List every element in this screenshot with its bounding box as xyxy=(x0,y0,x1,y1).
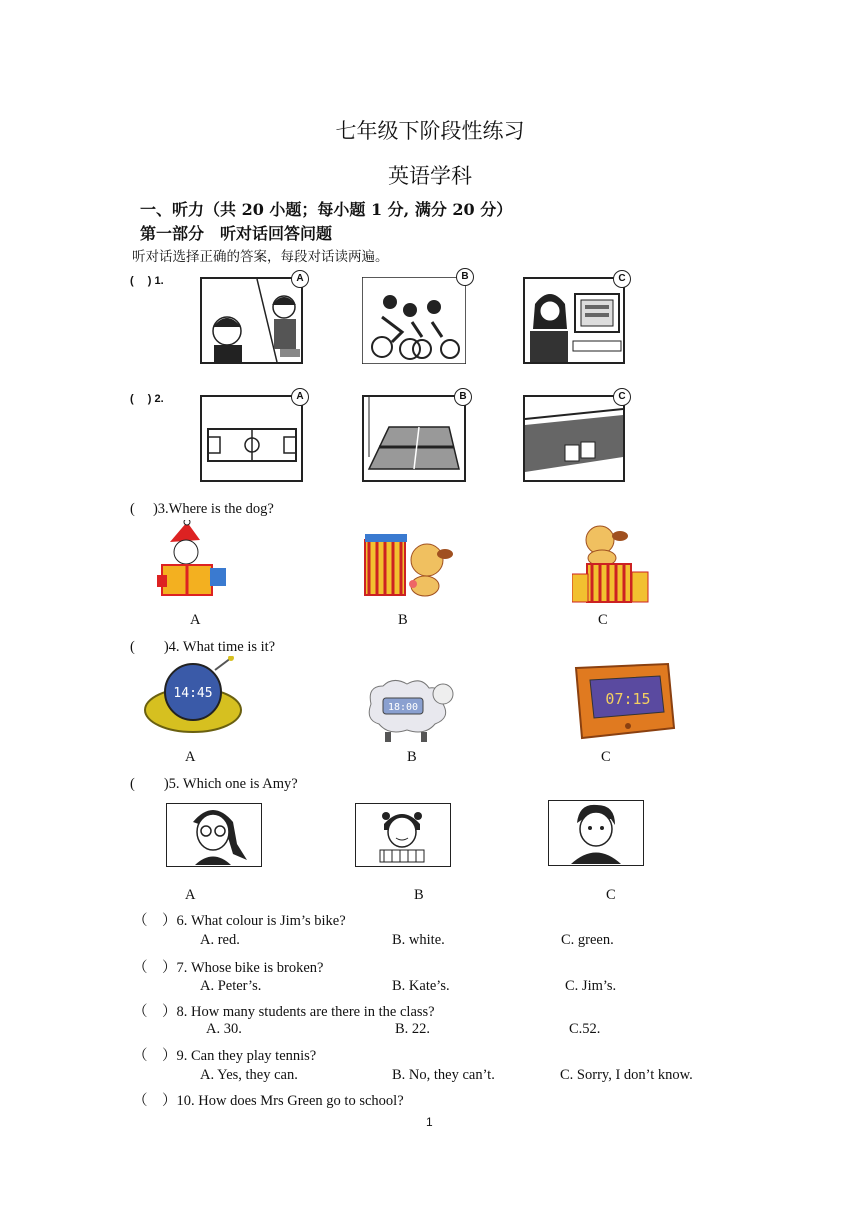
q7-option-a[interactable]: A. Peter’s. xyxy=(200,978,262,994)
ufo-clock-icon xyxy=(143,656,243,742)
phone-call-illustration xyxy=(202,279,301,362)
boy-icon xyxy=(549,801,642,864)
q4-picture-c[interactable] xyxy=(572,662,678,742)
q5-letter-c: C xyxy=(606,887,616,903)
option-a-circle: A xyxy=(291,388,309,406)
q8-option-c[interactable]: C.52. xyxy=(569,1021,601,1037)
q2-picture-a[interactable] xyxy=(200,391,304,482)
q4-letter-b: B xyxy=(407,749,417,765)
q1-picture-b[interactable] xyxy=(362,271,469,364)
section-heading: 一、听力（共 20 小题；每小题 1 分, 满分 20 分） xyxy=(140,200,513,219)
q7-option-b[interactable]: B. Kate’s. xyxy=(392,978,450,994)
option-c-circle: C xyxy=(613,270,631,288)
question-5: ( )5. Which one is Amy? xyxy=(130,776,298,792)
question-3: ( )3.Where is the dog? xyxy=(130,501,274,517)
dog-on-gifts-icon xyxy=(572,522,650,604)
page-title: 七年级下阶段性练习 xyxy=(335,119,525,143)
girl-with-gift-icon xyxy=(152,520,234,604)
q4-letter-c: C xyxy=(601,749,611,765)
q2-picture-c[interactable] xyxy=(523,391,626,482)
q6-option-b[interactable]: B. white. xyxy=(392,932,445,948)
q4-picture-a[interactable] xyxy=(143,656,243,742)
q3-picture-c[interactable] xyxy=(572,522,650,604)
option-b-circle: B xyxy=(456,268,474,286)
q3-letter-c: C xyxy=(598,612,608,628)
q8-option-a[interactable]: A. 30. xyxy=(206,1021,242,1037)
q9-option-a[interactable]: A. Yes, they can. xyxy=(200,1067,298,1083)
q3-letter-a: A xyxy=(190,612,201,628)
q7-option-c[interactable]: C. Jim’s. xyxy=(565,978,617,994)
q1-picture-c[interactable] xyxy=(523,273,626,364)
option-c-circle: C xyxy=(613,388,631,406)
clock-b-time: 18:00 xyxy=(387,702,419,713)
dog-beside-gifts-icon xyxy=(363,522,457,602)
question-2: ( ) 2. xyxy=(130,393,164,405)
q8-option-b[interactable]: B. 22. xyxy=(395,1021,431,1037)
q2-picture-b[interactable] xyxy=(362,391,467,482)
q4-letter-a: A xyxy=(185,749,196,765)
football-field-icon xyxy=(202,397,301,480)
girl-with-glasses-icon xyxy=(167,804,260,865)
q5-letter-a: A xyxy=(185,887,196,903)
part-heading: 第一部分 听对话回答问题 xyxy=(140,224,333,243)
option-b-circle: B xyxy=(454,388,472,406)
clock-c-time: 07:15 xyxy=(605,690,651,708)
desk-clock-icon xyxy=(572,662,678,742)
subject-title: 英语学科 xyxy=(388,164,472,188)
smiling-girl-icon xyxy=(356,804,449,865)
question-8: （ ）8. How many students are there in the class? xyxy=(133,1004,435,1020)
computer-illustration xyxy=(525,279,623,362)
swimming-pool-icon xyxy=(525,397,623,480)
q3-picture-a[interactable] xyxy=(152,520,234,604)
question-1: ( ) 1. xyxy=(130,275,164,287)
q1-picture-a[interactable] xyxy=(200,273,304,364)
sheep-clock-icon xyxy=(363,674,457,742)
q4-picture-b[interactable] xyxy=(363,674,457,742)
q3-picture-b[interactable] xyxy=(363,522,457,602)
page-number: 1 xyxy=(426,1115,433,1129)
q6-option-a[interactable]: A. red. xyxy=(200,932,240,948)
question-7: （ ）7. Whose bike is broken? xyxy=(133,960,324,976)
option-a-circle: A xyxy=(291,270,309,288)
question-10: （ ）10. How does Mrs Green go to school? xyxy=(133,1093,404,1109)
q3-letter-b: B xyxy=(398,612,408,628)
clock-a-time: 14:45 xyxy=(173,686,213,701)
tennis-court-icon xyxy=(364,397,464,480)
question-9: （ ）9. Can they play tennis? xyxy=(133,1048,317,1064)
question-6: （ ）6. What colour is Jim’s bike? xyxy=(133,913,346,929)
q6-option-c[interactable]: C. green. xyxy=(561,932,614,948)
q5-letter-b: B xyxy=(414,887,424,903)
q5-picture-c[interactable] xyxy=(548,800,644,866)
q9-option-c[interactable]: C. Sorry, I don’t know. xyxy=(560,1067,693,1083)
instruction: 听对话选择正确的答案，每段对话读两遍。 xyxy=(132,249,389,265)
question-4: ( )4. What time is it? xyxy=(130,639,276,655)
cycling-illustration xyxy=(362,277,466,364)
q5-picture-b[interactable] xyxy=(355,803,451,867)
q5-picture-a[interactable] xyxy=(166,803,262,867)
q9-option-b[interactable]: B. No, they can’t. xyxy=(392,1067,495,1083)
